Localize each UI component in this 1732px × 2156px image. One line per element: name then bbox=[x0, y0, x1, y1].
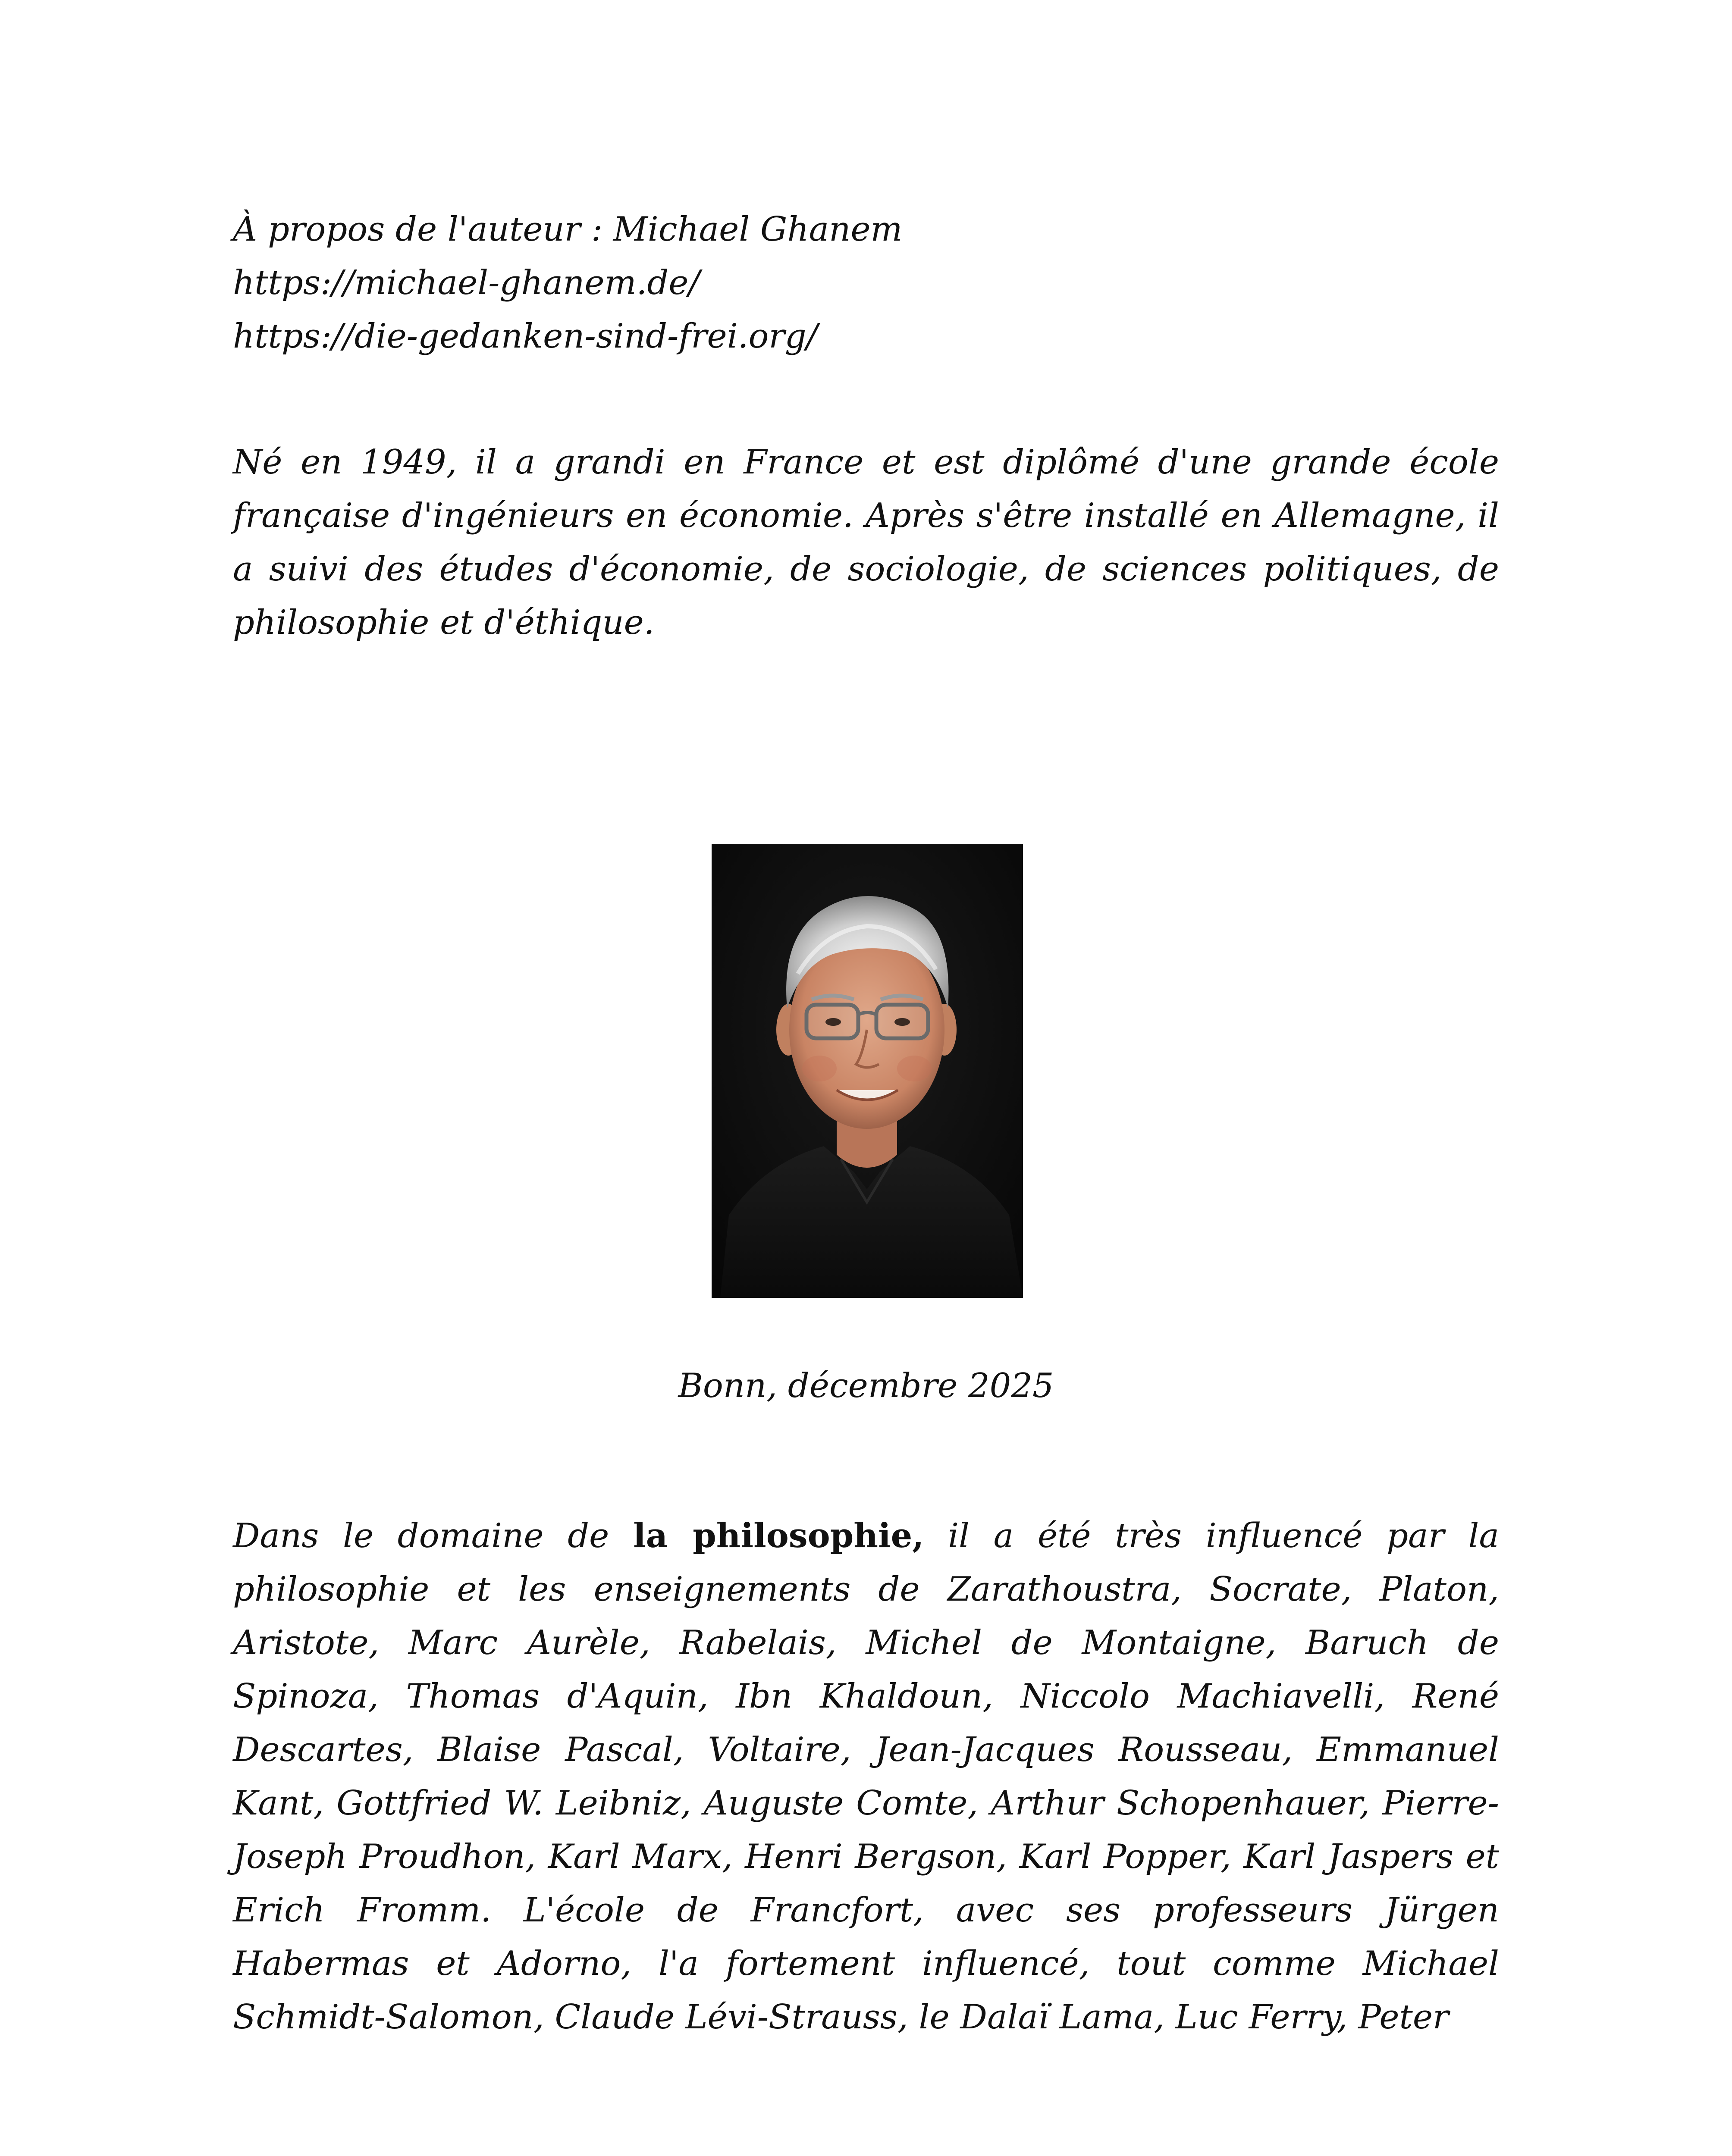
author-title: À propos de l'auteur : Michael Ghanem bbox=[233, 210, 903, 249]
author-portrait-photo bbox=[712, 844, 1023, 1298]
philosophy-text: il a été très influencé par la philosophie et les enseignements de Zarathoustra, Socrate, Platon, Aristote, Marc Aurèle, Rabelais, Michel de Montaigne, Baruch de Spinoza, Thomas d'Aquin, Ibn Khaldoun, Niccolo Machiavelli, René Descartes, Blaise Pascal, Voltaire, Jean-Jacques Rousseau, Emmanuel Kant, Gottfried W. Leibniz, Auguste Comte, Arthur Schopenhauer, Pierre-Joseph Proudhon, Karl Marx, Henri Bergson, Karl Popper, Karl Jaspers et Erich Fromm. L'école de Francfort, avec ses professeurs Jürgen Habermas et Adorno, l'a fortement influencé, tout comme Michael Schmidt-Salomon, Claude Lévi-Strauss, le Dalaï Lama, Luc Ferry, Peter bbox=[233, 1517, 1499, 2037]
portrait-illustration bbox=[712, 844, 1023, 1298]
author-bio-paragraph: Né en 1949, il a grandi en France et est diplômé d'une grande école française d'ingénieurs en économie. Après s'être installé en Allemagne, il a suivi des études d'économie, de sociologie, de sciences politiques, de philosophie et d'éthique. bbox=[233, 443, 1499, 642]
website-link-2[interactable]: https://die-gedanken-sind-frei.org/ bbox=[233, 317, 818, 356]
philosophy-paragraph bbox=[233, 1509, 1499, 2044]
website-link-1[interactable]: https://michael-ghanem.de/ bbox=[233, 263, 700, 302]
philosophy-bold-term: la philosophie, bbox=[633, 1516, 924, 1555]
philosophy-intro: Dans le domaine de bbox=[233, 1517, 633, 1555]
author-header bbox=[233, 203, 1499, 363]
photo-caption: Bonn, décembre 2025 bbox=[678, 1366, 1054, 1405]
